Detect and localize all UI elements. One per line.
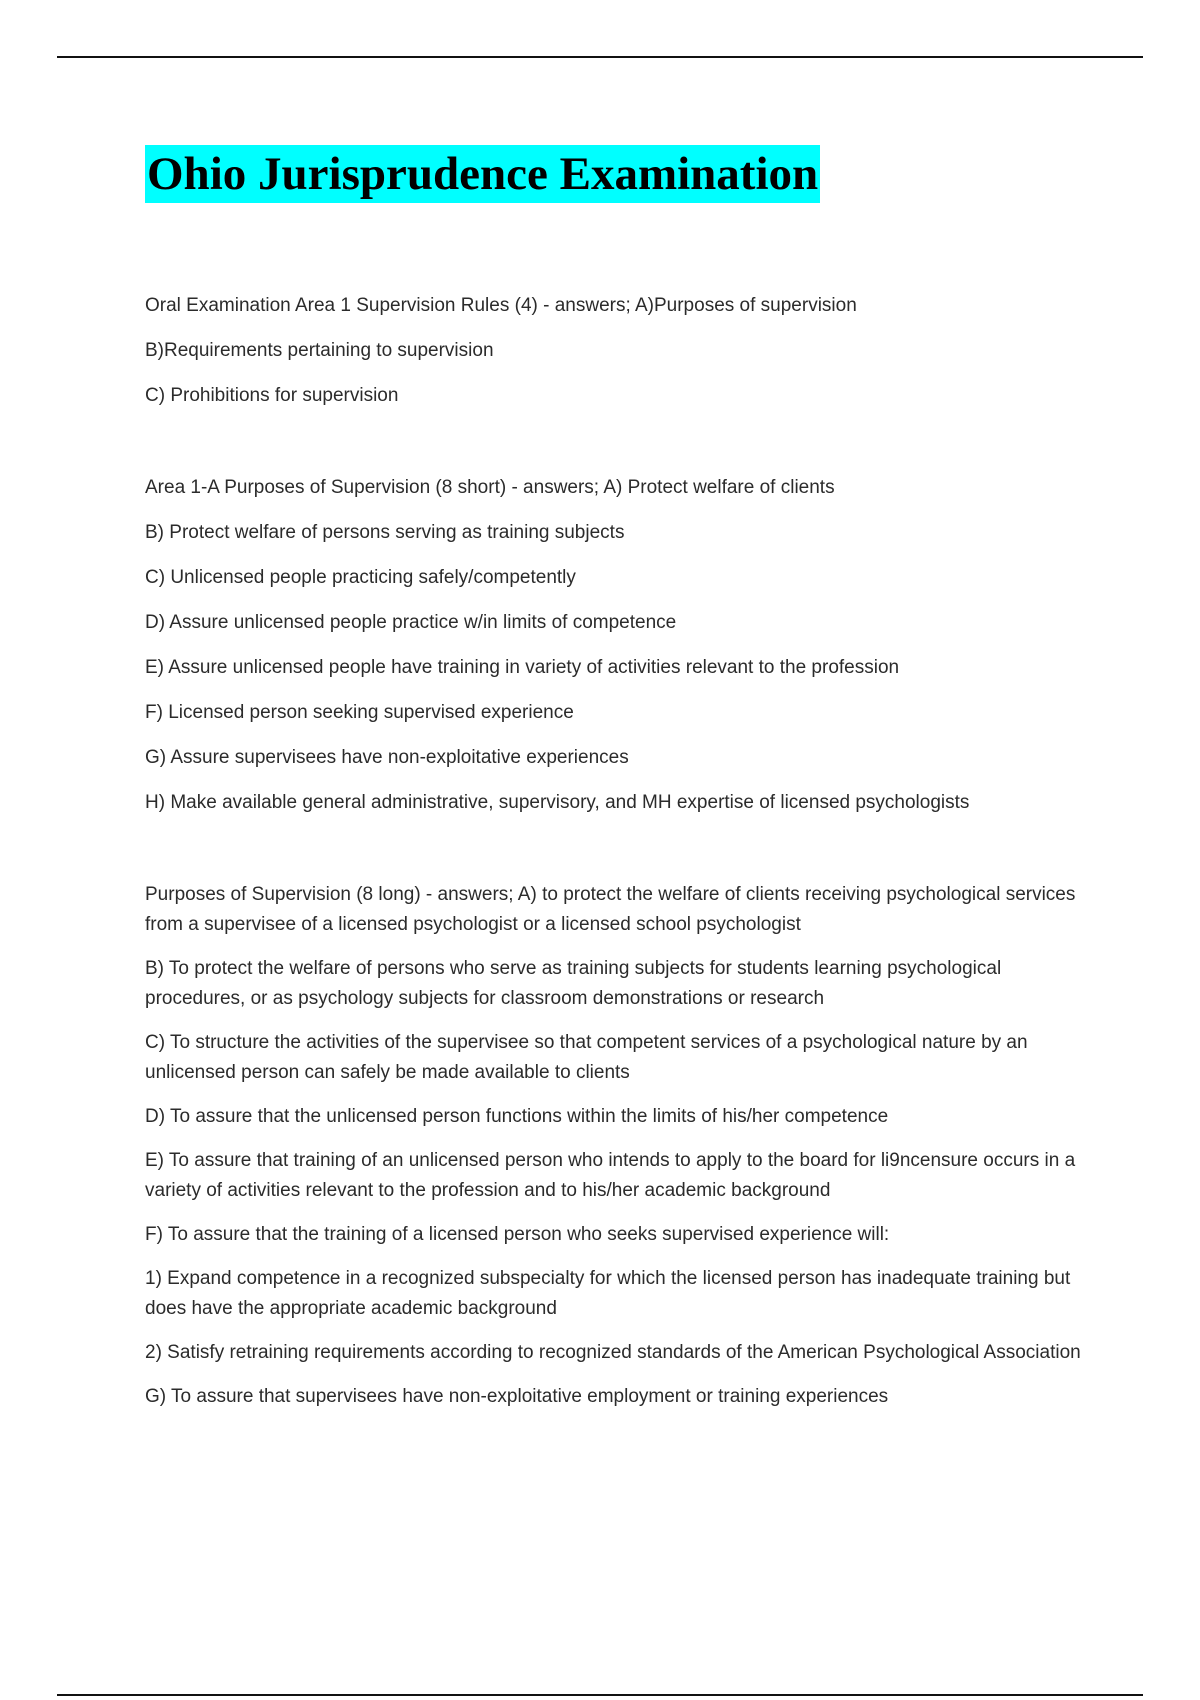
paragraph: F) Licensed person seeking supervised experience [145,702,574,723]
paragraph: B)Requirements pertaining to supervision [145,340,494,361]
document-title: Ohio Jurisprudence Examination [145,145,820,203]
paragraph: G) Assure supervisees have non-exploitative experiences [145,747,629,768]
top-rule [57,56,1143,58]
paragraph: 2) Satisfy retraining requirements according to recognized standards of the American Psychological Association [145,1342,1081,1363]
paragraph: D) To assure that the unlicensed person functions within the limits of his/her competence [145,1106,889,1127]
paragraph: Purposes of Supervision (8 long) - answers; A) to protect the welfare of clients receiving psychological services from a supervisee of a licensed psychologist or a licensed school psychologist [145,884,1076,935]
paragraph: F) To assure that the training of a licensed person who seeks supervised experience will: [145,1224,890,1245]
paragraph: 1) Expand competence in a recognized subspecialty for which the licensed person has inadequate training but does have the appropriate academic background [145,1268,1071,1319]
bottom-rule [57,1694,1143,1696]
paragraph: E) To assure that training of an unlicensed person who intends to apply to the board for li9ncensure occurs in a variety of activities relevant to the profession and to his/her academic background [145,1150,1076,1201]
paragraph: Area 1-A Purposes of Supervision (8 short) - answers; A) Protect welfare of clients [145,477,835,498]
paragraph: C) To structure the activities of the supervisee so that competent services of a psychological nature by an unlicensed person can safely be made available to clients [145,1032,1028,1083]
section-purposes-short [145,473,1095,833]
section-supervision-rules [145,291,1095,426]
paragraph: H) Make available general administrative, supervisory, and MH expertise of licensed psychologists [145,792,970,813]
paragraph: G) To assure that supervisees have non-exploitative employment or training experiences [145,1386,889,1407]
paragraph: C) Prohibitions for supervision [145,385,399,406]
section-purposes-long [145,880,1095,1426]
paragraph: D) Assure unlicensed people practice w/in limits of competence [145,612,677,633]
paragraph: C) Unlicensed people practicing safely/competently [145,567,576,588]
paragraph: E) Assure unlicensed people have training in variety of activities relevant to the profession [145,657,900,678]
title-block [145,145,820,203]
paragraph: B) Protect welfare of persons serving as training subjects [145,522,625,543]
paragraph: B) To protect the welfare of persons who serve as training subjects for students learning psychological procedures, or as psychology subjects for classroom demonstrations or research [145,958,1002,1009]
paragraph: Oral Examination Area 1 Supervision Rules (4) - answers; A)Purposes of supervision [145,295,857,316]
